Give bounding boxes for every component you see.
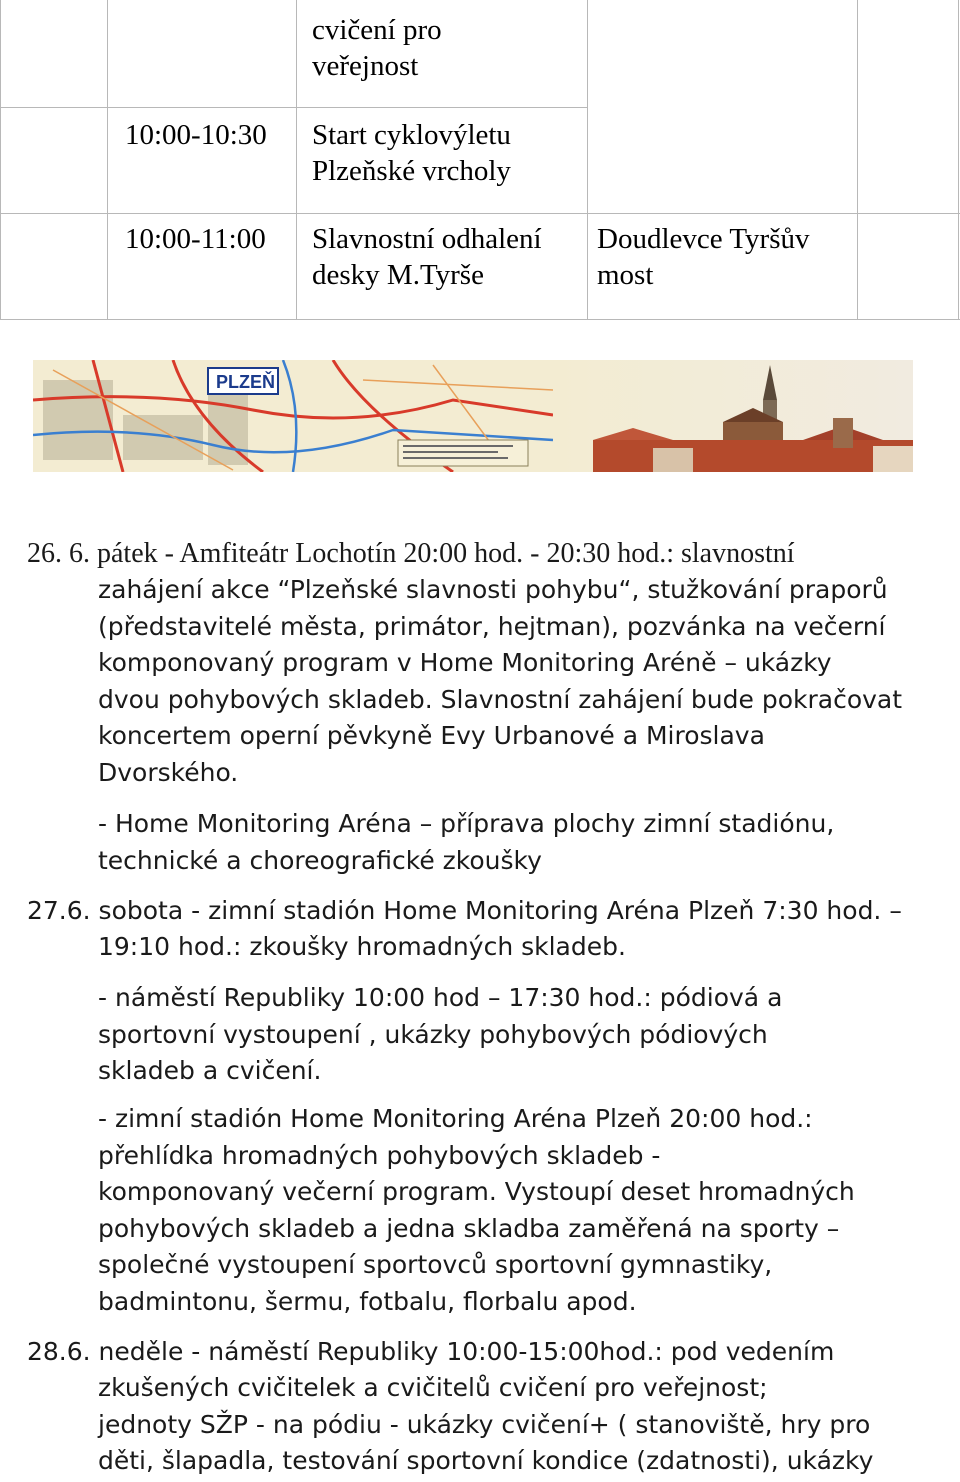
day3-text — [98, 1370, 873, 1480]
table-border — [107, 0, 108, 320]
day1-heading-text: 26. 6. pátek - Amfiteátr Lochotín 20:00 hod. - 20:30 hod.: slavnostní — [27, 538, 795, 569]
text-line: 19:10 hod.: zkoušky hromadných skladeb. — [98, 932, 626, 961]
day2-heading-text: 27.6. sobota - zimní stadión Home Monitoring Aréna Plzeň 7:30 hod. – — [27, 896, 902, 925]
table-border — [0, 213, 960, 214]
day1-heading — [27, 536, 795, 573]
day2-heading — [27, 893, 902, 930]
day1-extra — [98, 806, 834, 879]
text-line: komponovaný program v Home Monitoring Aréně – ukázky — [98, 648, 832, 677]
day2-block1 — [98, 980, 782, 1090]
table-border — [958, 0, 959, 320]
text-line: - náměstí Republiky 10:00 hod – 17:30 hod.: pódiová a — [98, 983, 783, 1012]
place-cell: most — [597, 259, 654, 291]
text-line: komponovaný večerní program. Vystoupí deset hromadných — [98, 1177, 855, 1206]
day3-heading-text: 28.6. neděle - náměstí Republiky 10:00-15:00hod.: pod vedením — [27, 1337, 835, 1366]
text-line: děti, šlapadla, testování sportovní kondice (zdatnosti), ukázky — [98, 1446, 874, 1475]
table-border — [0, 319, 960, 320]
text-line: (představitelé města, primátor, hejtman), pozvánka na večerní — [98, 611, 886, 641]
table-border — [0, 0, 1, 320]
event-cell: veřejnost — [312, 50, 419, 82]
event-cell: Plzeňské vrcholy — [312, 155, 511, 187]
text-line: pohybových skladeb a jedna skladba zaměřená na sporty – — [98, 1213, 840, 1243]
table-border — [296, 0, 297, 320]
text-line: dvou pohybových skladeb. Slavnostní zahájení bude pokračovat — [98, 684, 903, 714]
event-cell: Slavnostní odhalení — [312, 223, 542, 255]
text-line: zkušených cvičitelek a cvičitelů cvičení pro veřejnost; — [98, 1373, 768, 1402]
text-line: technické a choreografické zkoušky — [98, 845, 542, 875]
text-line: jednoty SŽP - na pódiu - ukázky cvičení+ ( stanoviště, hry pro — [98, 1409, 871, 1439]
text-line: skladeb a cvičení. — [98, 1056, 322, 1085]
day3-heading — [27, 1334, 834, 1371]
event-cell: cvičení pro — [312, 14, 442, 46]
table-row — [312, 117, 511, 189]
text-line: společné vystoupení sportovců sportovní gymnastiky, — [98, 1250, 773, 1279]
map-city-label: PLZEŇ — [216, 372, 276, 392]
text-line: koncertem operní pěvkyně Evy Urbanové a Miroslava — [98, 721, 765, 750]
time-cell: 10:00-10:30 — [125, 119, 267, 151]
text-line: - Home Monitoring Aréna – příprava plochy zimní stadiónu, — [98, 809, 835, 838]
event-cell: Start cyklovýletu — [312, 119, 511, 151]
plzen-banner — [33, 360, 913, 472]
table-row — [597, 221, 809, 293]
event-cell: desky M.Tyrše — [312, 259, 484, 291]
time-cell: 10:00-11:00 — [125, 223, 266, 255]
text-line: zahájení akce “Plzeňské slavnosti pohybu“, stužkování praporů — [98, 575, 888, 604]
table-row — [312, 221, 542, 293]
place-cell: Doudlevce Tyršův — [597, 223, 810, 255]
table-border — [857, 0, 858, 320]
banner-graphic — [33, 360, 913, 472]
text-line: přehlídka hromadných pohybových skladeb - — [98, 1140, 661, 1170]
day2-block2 — [98, 1101, 855, 1320]
text-line: badmintonu, šermu, fotbalu, florbalu apod. — [98, 1286, 637, 1316]
text-line: - zimní stadión Home Monitoring Aréna Plzeň 20:00 hod.: — [98, 1104, 813, 1133]
table-border — [0, 107, 587, 108]
table-border — [587, 0, 588, 320]
day1-text — [98, 572, 902, 791]
table-row — [312, 12, 442, 84]
schedule-table — [0, 0, 960, 320]
text-line: Dvorského. — [98, 757, 239, 787]
text-line: sportovní vystoupení , ukázky pohybových pódiových — [98, 1019, 768, 1049]
day2-heading-cont — [98, 929, 626, 966]
